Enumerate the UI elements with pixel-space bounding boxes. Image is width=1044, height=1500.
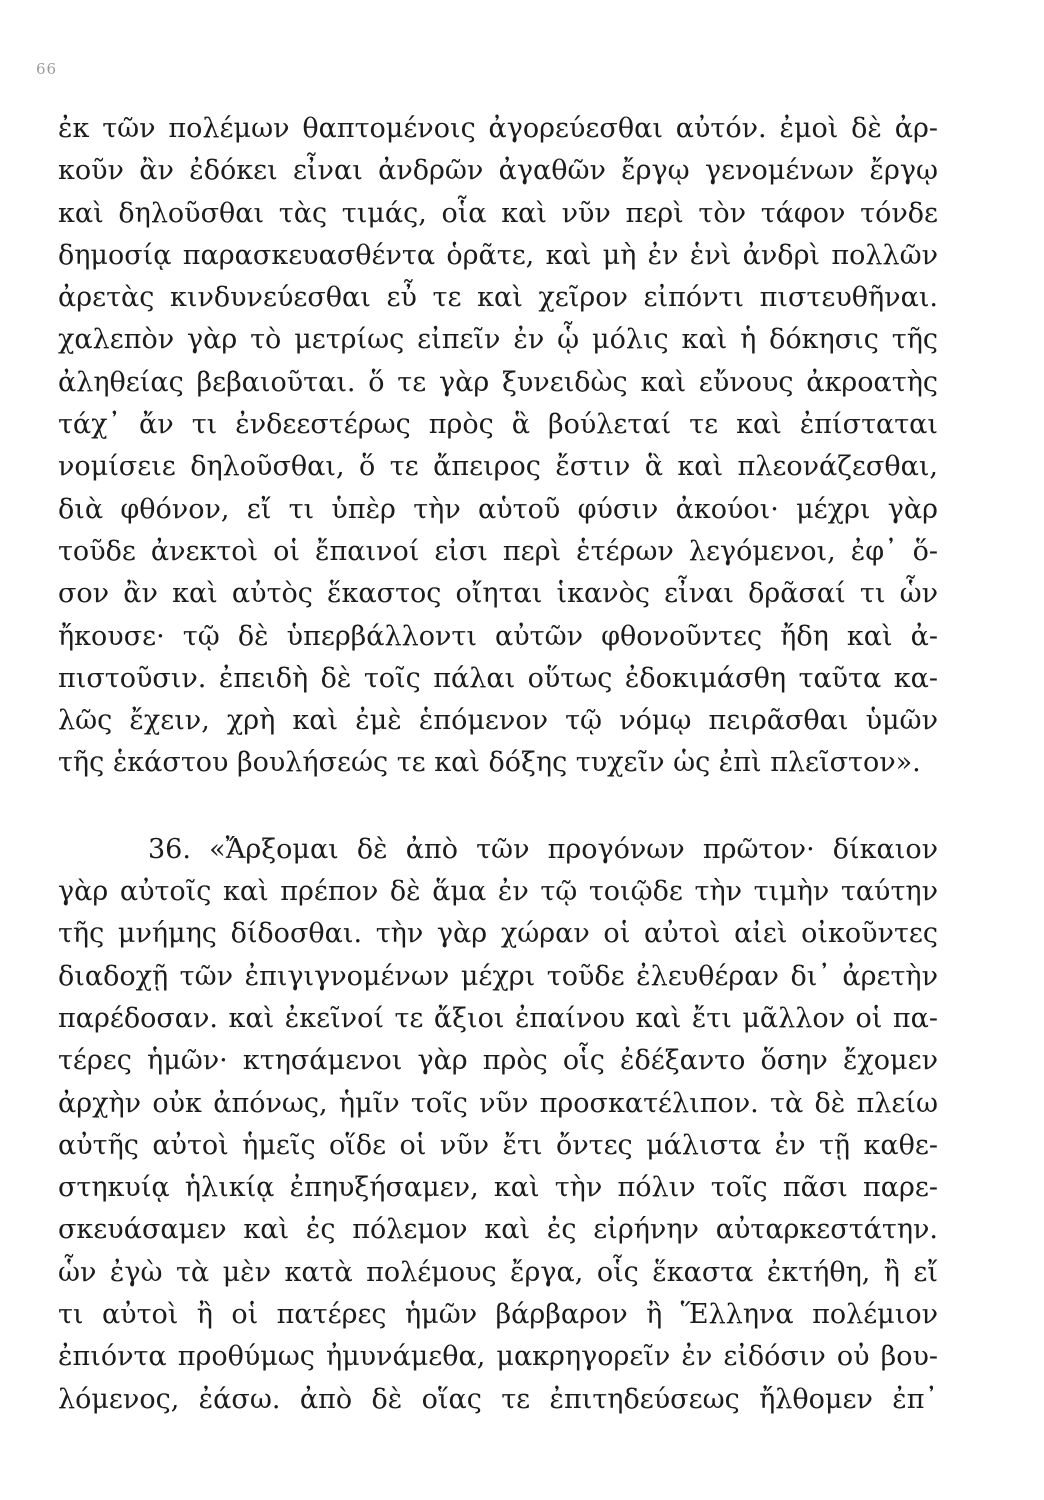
text-line: σκευάσαμεν καὶ ἐς πόλεμον καὶ ἐς εἰρήνην αὐταρκεστάτην. bbox=[58, 1214, 938, 1246]
text-line: διαδοχῇ τῶν ἐπιγιγνομένων μέχρι τοῦδε ἐλευθέραν δι᾽ ἀρετὴν bbox=[58, 960, 938, 992]
text-line: τι αὐτοὶ ἢ οἱ πατέρες ἡμῶν βάρβαρον ἢ Ἕλληνα πολέμιον bbox=[58, 1299, 938, 1331]
paragraph-gap bbox=[58, 785, 938, 829]
text-line: τέρες ἡμῶν· κτησάμενοι γὰρ πρὸς οἷς ἐδέξαντο ὅσην ἔχομεν bbox=[58, 1045, 938, 1077]
text-line: δημοσίᾳ παρασκευασθέντα ὁρᾶτε, καὶ μὴ ἐν ἑνὶ ἀνδρὶ πολλῶν bbox=[58, 239, 938, 271]
text-line: σον ἂν καὶ αὐτὸς ἕκαστος οἴηται ἱκανὸς εἶναι δρᾶσαί τι ὧν bbox=[58, 578, 938, 610]
text-line: τάχ᾽ ἄν τι ἐνδεεστέρως πρὸς ἃ βούλεταί τε καὶ ἐπίσταται bbox=[58, 409, 938, 441]
text-line: ἀρετὰς κινδυνεύεσθαι εὖ τε καὶ χεῖρον εἰπόντι πιστευθῆναι. bbox=[58, 282, 938, 314]
text-line: ἐπιόντα προθύμως ἠμυνάμεθα, μακρηγορεῖν ἐν εἰδόσιν οὐ βου- bbox=[58, 1341, 938, 1373]
text-line: διὰ φθόνον, εἴ τι ὑπὲρ τὴν αὑτοῦ φύσιν ἀκούοι· μέχρι γὰρ bbox=[58, 493, 938, 525]
text-line: παρέδοσαν. καὶ ἐκεῖνοί τε ἄξιοι ἐπαίνου καὶ ἔτι μᾶλλον οἱ πα- bbox=[58, 1002, 938, 1034]
paragraph bbox=[58, 829, 938, 1421]
text-line: ὧν ἐγὼ τὰ μὲν κατὰ πολέμους ἔργα, οἷς ἕκαστα ἐκτήθη, ἢ εἴ bbox=[58, 1256, 938, 1288]
section-start-line: 36. «Ἄρξομαι δὲ ἀπὸ τῶν προγόνων πρῶτον· δίκαιον bbox=[148, 833, 938, 865]
text-line: αὐτῆς αὐτοὶ ἡμεῖς οἵδε οἱ νῦν ἔτι ὄντες μάλιστα ἐν τῇ καθε- bbox=[58, 1129, 938, 1161]
text-line: γὰρ αὐτοῖς καὶ πρέπον δὲ ἅμα ἐν τῷ τοιῷδε τὴν τιμὴν ταύτην bbox=[58, 876, 938, 908]
text-line: ἀληθείας βεβαιοῦται. ὅ τε γὰρ ξυνειδὼς καὶ εὔνους ἀκροατὴς bbox=[58, 366, 938, 398]
text-line: ἀρχὴν οὐκ ἀπόνως, ἡμῖν τοῖς νῦν προσκατέλιπον. τὰ δὲ πλείω bbox=[58, 1087, 938, 1119]
text-line: χαλεπὸν γὰρ τὸ μετρίως εἰπεῖν ἐν ᾧ μόλις καὶ ἡ δόκησις τῆς bbox=[58, 324, 938, 356]
text-line: νομίσειε δηλοῦσθαι, ὅ τε ἄπειρος ἔστιν ἃ καὶ πλεονάζεσθαι, bbox=[58, 451, 938, 483]
text-line: λόμενος, ἐάσω. ἀπὸ δὲ οἵας τε ἐπιτηδεύσεως ἤλθομεν ἐπ᾽ bbox=[58, 1383, 938, 1415]
text-line: τοῦδε ἀνεκτοὶ οἱ ἔπαινοί εἰσι περὶ ἑτέρων λεγόμενοι, ἐφ᾽ ὅ- bbox=[58, 535, 938, 567]
text-line: στηκυίᾳ ἡλικίᾳ ἐπηυξήσαμεν, καὶ τὴν πόλιν τοῖς πᾶσι παρε- bbox=[58, 1172, 938, 1204]
text-line: ἐκ τῶν πολέμων θαπτομένοις ἀγορεύεσθαι αὐτόν. ἐμοὶ δὲ ἀρ- bbox=[58, 113, 938, 144]
text-line: τῆς ἑκάστου βουλήσεώς τε καὶ δόξης τυχεῖν ὡς ἐπὶ πλεῖστον». bbox=[58, 747, 921, 779]
page-number: 66 bbox=[36, 60, 58, 78]
text-line: λῶς ἔχειν, χρὴ καὶ ἐμὲ ἑπόμενον τῷ νόμῳ πειρᾶσθαι ὑμῶν bbox=[58, 705, 938, 737]
body-text bbox=[58, 108, 938, 1421]
text-line: καὶ δηλοῦσθαι τὰς τιμάς, οἷα καὶ νῦν περὶ τὸν τάφον τόνδε bbox=[58, 197, 938, 229]
text-line: τῆς μνήμης δίδοσθαι. τὴν γὰρ χώραν οἱ αὐτοὶ αἰεὶ οἰκοῦντες bbox=[58, 918, 938, 950]
text-line: ἤκουσε· τῷ δὲ ὑπερβάλλοντι αὐτῶν φθονοῦντες ἤδη καὶ ἀ- bbox=[58, 620, 938, 652]
paragraph bbox=[58, 108, 938, 785]
text-line: κοῦν ἂν ἐδόκει εἶναι ἀνδρῶν ἀγαθῶν ἔργῳ γενομένων ἔργῳ bbox=[58, 155, 938, 187]
text-line: πιστοῦσιν. ἐπειδὴ δὲ τοῖς πάλαι οὕτως ἐδοκιμάσθη ταῦτα κα- bbox=[58, 662, 938, 694]
